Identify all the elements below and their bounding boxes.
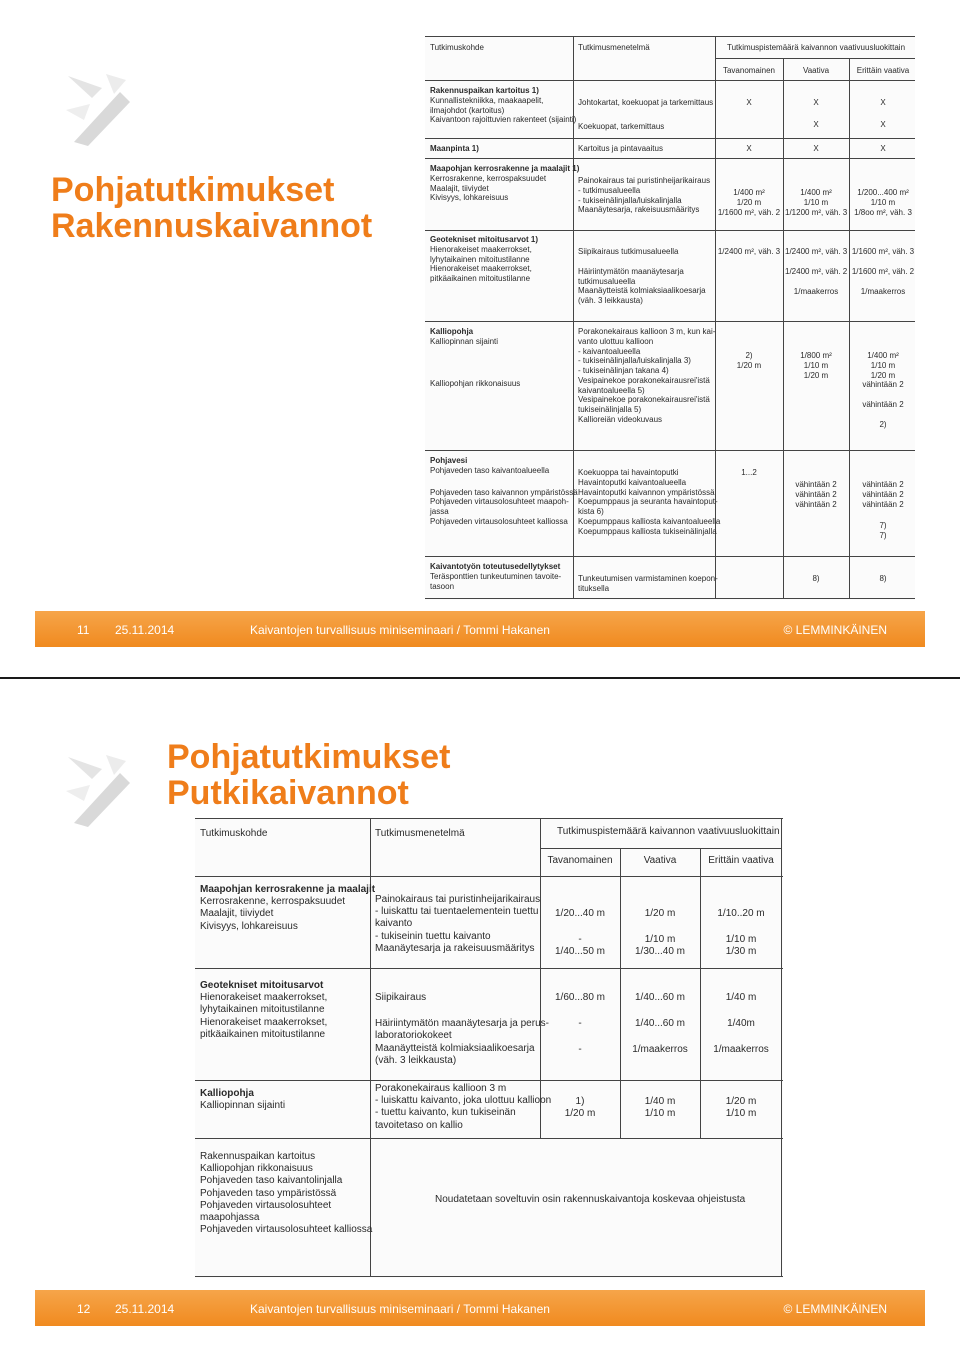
header-very-demanding: Erittäin vaativa xyxy=(856,66,910,75)
row-soil-layers-demanding: 1/20 m 1/10 m 1/30...40 m xyxy=(634,908,686,958)
row-groundwater-very-demanding: vähintään 2 vähintään 2 vähintään 2 7) 7) xyxy=(862,480,904,540)
title-line-2: Putkikaivannot xyxy=(167,773,409,812)
page-number: 11 xyxy=(77,623,90,637)
row-other-note: Noudatetaan soveltuvin osin rakennuskaivantoja koskevaa ohjeistusta xyxy=(435,1194,746,1205)
row-geotech-subject: Geotekniset mitoitusarvot Hienorakeiset maakerrokset, lyhytaikainen mitoitustilanne Hienorakeiset maakerrokset, pitkäaikainen mitoitustilanne xyxy=(200,980,328,1040)
header-subject: Tutkimuskohde xyxy=(430,43,484,52)
row-site-survey-method-2: Koekuopat, tarkemittaus xyxy=(578,122,665,131)
page-title xyxy=(51,173,372,244)
survey-table-excavation xyxy=(425,36,915,600)
row-soil-layers-subject: Maapohjan kerrosrakenne ja maalajit Kerrosrakenne, kerrospaksuudet Maalajit, tiiviydet Kivisyys, lohkareisuus xyxy=(200,884,376,932)
page-number: 12 xyxy=(77,1302,91,1316)
title-line-2: Rakennuskaivannot xyxy=(51,206,373,245)
row-soil-layers-demanding: 1/400 m² 1/10 m 1/1200 m², väh. 3 xyxy=(785,188,848,217)
page-title xyxy=(167,740,450,811)
footer-copyright: © LEMMINKÄINEN xyxy=(783,1302,887,1316)
row-ground-surface-very-demanding: X xyxy=(880,144,886,153)
row-site-survey-very-demanding: X X xyxy=(880,98,886,129)
slide-12 xyxy=(0,679,960,1358)
row-site-survey-normal: X xyxy=(746,98,752,107)
row-groundwater-method: Koekuoppa tai havaintoputki Havaintoputki kaivantoalueella Havaintoputki kaivannon ympäristössä Koepumppaus ja seuranta havaintoput- kista 6) Koepumppaus kalliosta kaivantoalueella Koepumppaus kalliosta tukiseinälinjalla xyxy=(578,468,721,536)
header-normal: Tavanomainen xyxy=(547,855,613,866)
row-bedrock-subject: Kalliopohja Kalliopinnan sijainti Kalliopohjan rikkonaisuus xyxy=(430,327,521,388)
row-soil-layers-method: Painokairaus tai puristinheijarikairaus - luiskattu tai tuentaelementein tuettu kaivanto - tukiseinin tuettu kaivanto Maanäytesarja ja rakeisuusmääritys xyxy=(375,894,541,954)
slide-footer xyxy=(35,1290,925,1326)
footer-date: 25.11.2014 xyxy=(115,623,175,637)
row-bedrock-method: Porakonekairaus kallioon 3 m - luiskattu kaivanto, joka ulottuu kallioon - tuettu kaivanto, kun tukiseinän tavoitetaso on kallio xyxy=(375,1083,552,1131)
row-soil-layers-normal: 1/400 m² 1/20 m 1/1600 m², väh. 2 xyxy=(717,188,781,217)
row-bedrock-method: Porakonekairaus kallioon 3 m, kun kai- vanto ulottuu kallioon - kaivantoalueella - tukiseinälinjalla/luiskalinjalla 3) - tukiseinälinjan takana 4) Vesipainekoe porakonekairausrei'istä kaivantoalueella 5) Vesipainekoe porakonekairausrei'istä tukiseinälinjalla 5) Kallioreiän videokuvaus xyxy=(578,327,716,424)
row-geotech-normal: 1/2400 m², väh. 3 xyxy=(717,247,781,256)
row-geotech-method: Siipikairaus tutkimusalueella Häiriintymätön maanäytesarja tutkimusalueella Maanäytteistä kolmiaksiaalikoesarja (väh. 3 leikkausta) xyxy=(578,247,706,305)
header-demanding: Vaativa xyxy=(643,855,677,866)
row-bedrock-normal: 1) 1/20 m xyxy=(564,1096,596,1120)
row-geotech-very-demanding: 1/40 m 1/40m 1/maakerros xyxy=(713,992,769,1056)
header-method: Tutkimusmenetelmä xyxy=(375,828,465,839)
row-geotech-very-demanding: 1/1600 m², väh. 3 1/1600 m², väh. 2 1/maakerros xyxy=(851,247,915,296)
row-geotech-subject: Geotekniset mitoitusarvot 1) Hienorakeiset maakerrokset, lyhytaikainen mitoitustilanne Hienorakeiset maakerrokset, pitkäaikainen mitoitustilanne xyxy=(430,235,539,283)
survey-table-pipe-trench xyxy=(195,818,783,1278)
row-bedrock-demanding: 1/40 m 1/10 m xyxy=(644,1096,676,1120)
row-soil-layers-very-demanding: 1/200...400 m² 1/10 m 1/8oo m², väh. 3 xyxy=(854,188,912,217)
row-execution-demanding: 8) xyxy=(812,574,820,583)
row-groundwater-subject: Pohjavesi Pohjaveden taso kaivantoalueella Pohjaveden taso kaivannon ympäristössä Pohjaveden virtausolosuhteet maapoh- jassa Pohjaveden virtausolosuhteet kalliossa xyxy=(430,456,578,526)
header-count: Tutkimuspistemäärä kaivannon vaativuusluokittain xyxy=(727,43,906,52)
row-geotech-method: Siipikairaus Häiriintymätön maanäytesarja ja perus- laboratoriokokeet Maanäytteistä kolmiaksiaalikoesarja (väh. 3 leikkausta) xyxy=(375,992,549,1066)
title-line-1: Pohjatutkimukset xyxy=(167,738,451,776)
row-execution-very-demanding: 8) xyxy=(879,574,887,583)
header-subject: Tutkimuskohde xyxy=(200,828,268,839)
lemminkainen-logo-icon xyxy=(62,70,134,148)
row-soil-layers-method: Painokairaus tai puristinheijarikairaus - tutkimusalueella - tukiseinälinjalla/luiskalinjalla Maanäytesarja, rakeisuusmääritys xyxy=(578,176,711,215)
footer-presentation: Kaivantojen turvallisuus miniseminaari / Tommi Hakanen xyxy=(250,1302,550,1316)
row-groundwater-demanding: vähintään 2 vähintään 2 vähintään 2 xyxy=(795,480,837,509)
row-geotech-demanding: 1/2400 m², väh. 3 1/2400 m², väh. 2 1/maakerros xyxy=(785,247,848,296)
header-normal: Tavanomainen xyxy=(722,66,776,75)
row-bedrock-subject: Kalliopohja Kalliopinnan sijainti xyxy=(200,1088,286,1112)
row-bedrock-normal: 2) 1/20 m xyxy=(736,351,762,370)
footer-date: 25.11.2014 xyxy=(115,1302,175,1316)
row-bedrock-very-demanding: 1/20 m 1/10 m xyxy=(725,1096,757,1120)
row-site-survey-method-1: Johtokartat, koekuopat ja tarkemittaus xyxy=(578,98,714,107)
row-bedrock-very-demanding: 1/400 m² 1/10 m 1/20 m vähintään 2 vähintään 2 2) xyxy=(862,351,904,429)
row-soil-layers-normal: 1/20...40 m - 1/40...50 m xyxy=(554,908,606,958)
row-execution-subject: Kaivantotyön toteutusedellytykset Teräsponttien tunkeutuminen tavoite- tasoon xyxy=(430,562,562,591)
lemminkainen-logo-icon xyxy=(62,751,134,829)
footer-copyright: © LEMMINKÄINEN xyxy=(783,623,887,637)
header-count: Tutkimuspistemäärä kaivannon vaativuusluokittain xyxy=(557,826,780,837)
row-geotech-normal: 1/60...80 m - - xyxy=(554,992,606,1056)
row-ground-surface-method: Kartoitus ja pintavaaitus xyxy=(578,144,663,153)
row-site-survey-demanding: X X xyxy=(813,98,819,129)
row-other-subject: Rakennuspaikan kartoitus Kalliopohjan rikkonaisuus Pohjaveden taso kaivantolinjalla Pohjaveden taso ympäristössä Pohjaveden virtausolosuhteet maapohjassa Pohjaveden virtausolosuhteet kalliossa xyxy=(200,1151,373,1236)
row-execution-method: Tunkeutumisen varmistaminen koepon- tituksella xyxy=(578,574,718,593)
row-bedrock-demanding: 1/800 m² 1/10 m 1/20 m xyxy=(800,351,832,380)
row-ground-surface-normal: X xyxy=(746,144,752,153)
row-soil-layers-subject: Maapohjan kerrosrakenne ja maalajit 1) Kerrosrakenne, kerrospaksuudet Maalajit, tiiviydet Kivisyys, lohkareisuus xyxy=(430,164,580,203)
header-very-demanding: Erittäin vaativa xyxy=(708,855,774,866)
row-site-survey-subject: Rakennuspaikan kartoitus 1) Kunnallistekniikka, maakaapelit, ilmajohdot (kartoitus) Kaivantoon rajoittuvien rakenteet (sijainti) xyxy=(430,86,577,125)
row-ground-surface-subject: Maanpinta 1) xyxy=(430,144,479,153)
header-demanding: Vaativa xyxy=(802,66,830,75)
row-soil-layers-very-demanding: 1/10..20 m 1/10 m 1/30 m xyxy=(717,908,765,958)
row-ground-surface-demanding: X xyxy=(813,144,819,153)
title-line-1: Pohjatutkimukset xyxy=(51,171,335,209)
slide-footer xyxy=(35,611,925,647)
row-groundwater-normal: 1...2 xyxy=(741,468,757,477)
row-geotech-demanding: 1/40...60 m 1/40...60 m 1/maakerros xyxy=(632,992,688,1056)
footer-presentation: Kaivantojen turvallisuus miniseminaari / Tommi Hakanen xyxy=(250,623,550,637)
header-method: Tutkimusmenetelmä xyxy=(578,43,650,52)
